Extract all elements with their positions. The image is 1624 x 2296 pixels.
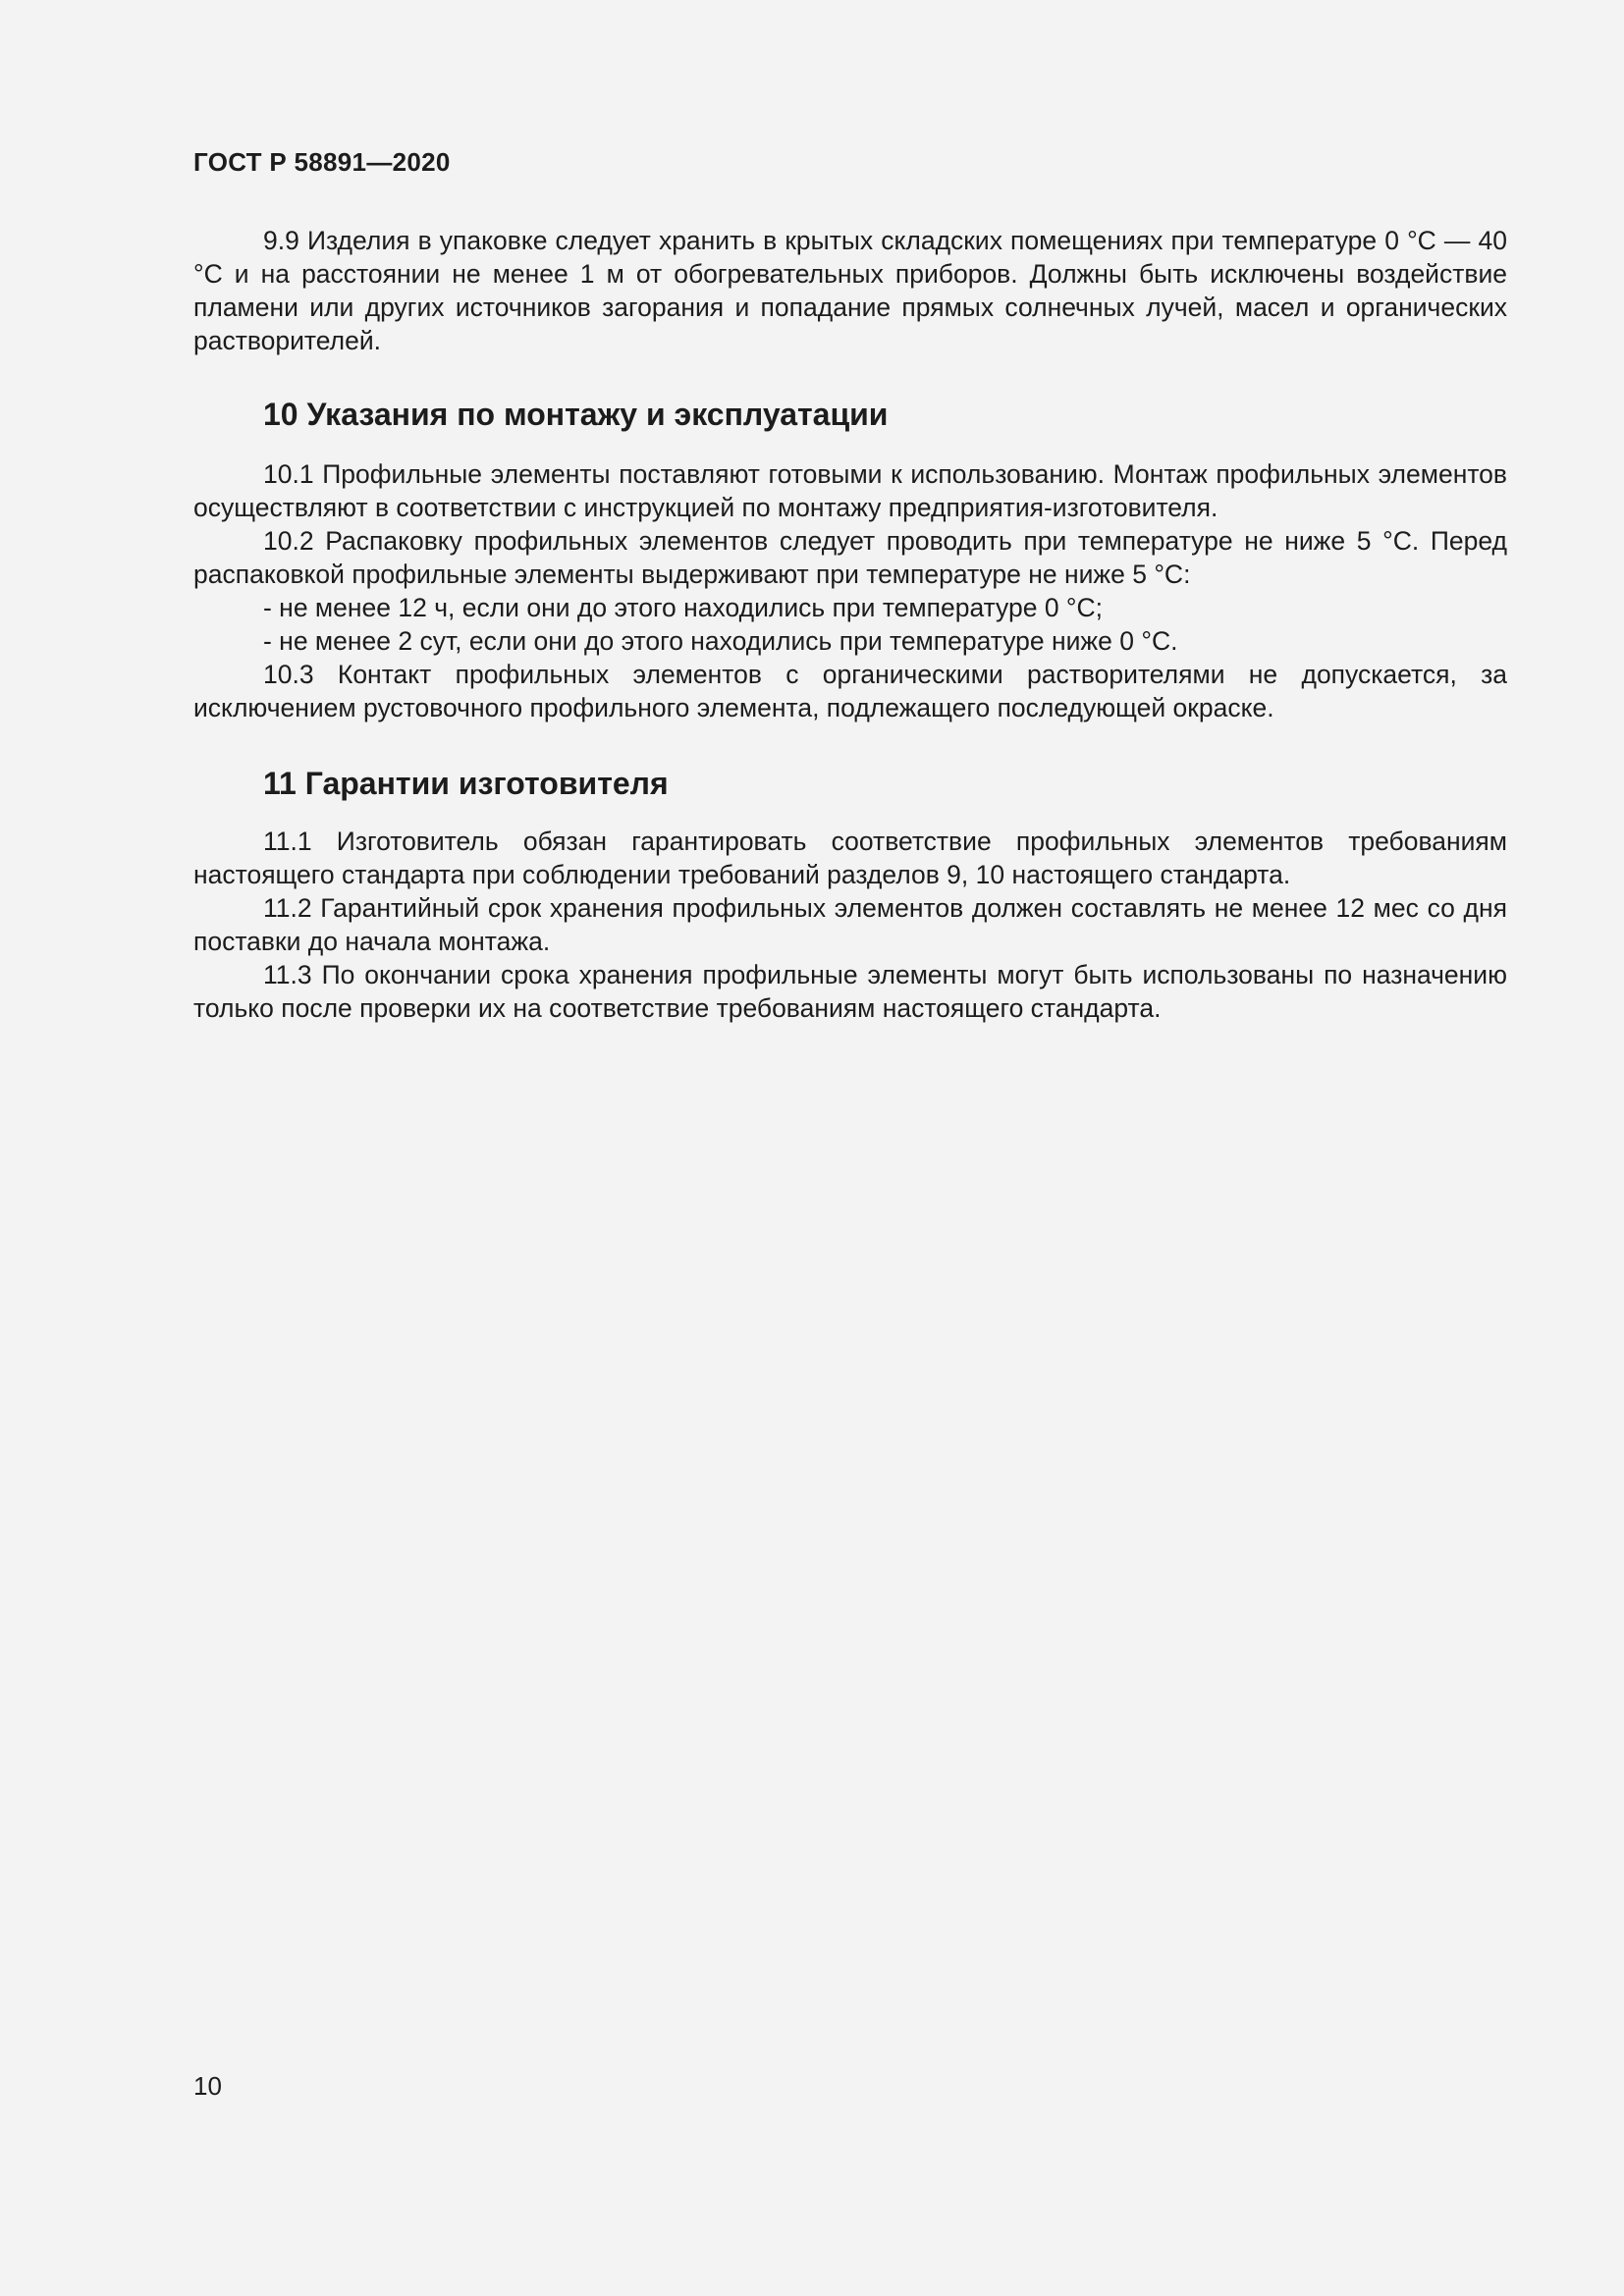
- list-item-10-2-2: - не менее 2 сут, если они до этого находились при температуре ниже 0 °С.: [263, 626, 1178, 656]
- paragraph-9-9: 9.9 Изделия в упаковке следует хранить в крытых складских помещениях при температуре 0 °С — 40 °С и на расстоянии не менее 1 м от обогревательных приборов. Должны быть исключены воздействие пламени или других источников загорания и попадание прямых солнечных лучей, масел и органических растворителей.: [193, 226, 1507, 355]
- section-10-title: 10 Указания по монтажу и эксплуатации: [263, 397, 889, 432]
- document-body: [193, 224, 1507, 1025]
- page-number: 10: [193, 2071, 222, 2101]
- document-page: [193, 0, 1507, 2296]
- paragraph-11-3: 11.3 По окончании срока хранения профильные элементы могут быть использованы по назначению только после проверки их на соответствие требованиям настоящего стандарта.: [193, 960, 1507, 1023]
- paragraph-10-1: 10.1 Профильные элементы поставляют готовыми к использованию. Монтаж профильных элементов осуществляют в соответствии с инструкцией по монтажу предприятия-изготовителя.: [193, 459, 1507, 522]
- list-item-10-2-1: - не менее 12 ч, если они до этого находились при температуре 0 °С;: [263, 593, 1104, 622]
- paragraph-11-2: 11.2 Гарантийный срок хранения профильных элементов должен составлять не менее 12 мес со дня поставки до начала монтажа.: [193, 893, 1507, 956]
- paragraph-11-1: 11.1 Изготовитель обязан гарантировать соответствие профильных элементов требованиям настоящего стандарта при соблюдении требований разделов 9, 10 настоящего стандарта.: [193, 827, 1507, 889]
- paragraph-10-2: 10.2 Распаковку профильных элементов следует проводить при температуре не ниже 5 °С. Перед распаковкой профильные элементы выдерживают при температуре не ниже 5 °С:: [193, 526, 1507, 589]
- paragraph-10-3: 10.3 Контакт профильных элементов с органическими растворителями не допускается, за исключением рустовочного профильного элемента, подлежащего последующей окраске.: [193, 660, 1507, 722]
- document-header-id: ГОСТ Р 58891—2020: [193, 147, 451, 177]
- section-11-title: 11 Гарантии изготовителя: [263, 766, 669, 801]
